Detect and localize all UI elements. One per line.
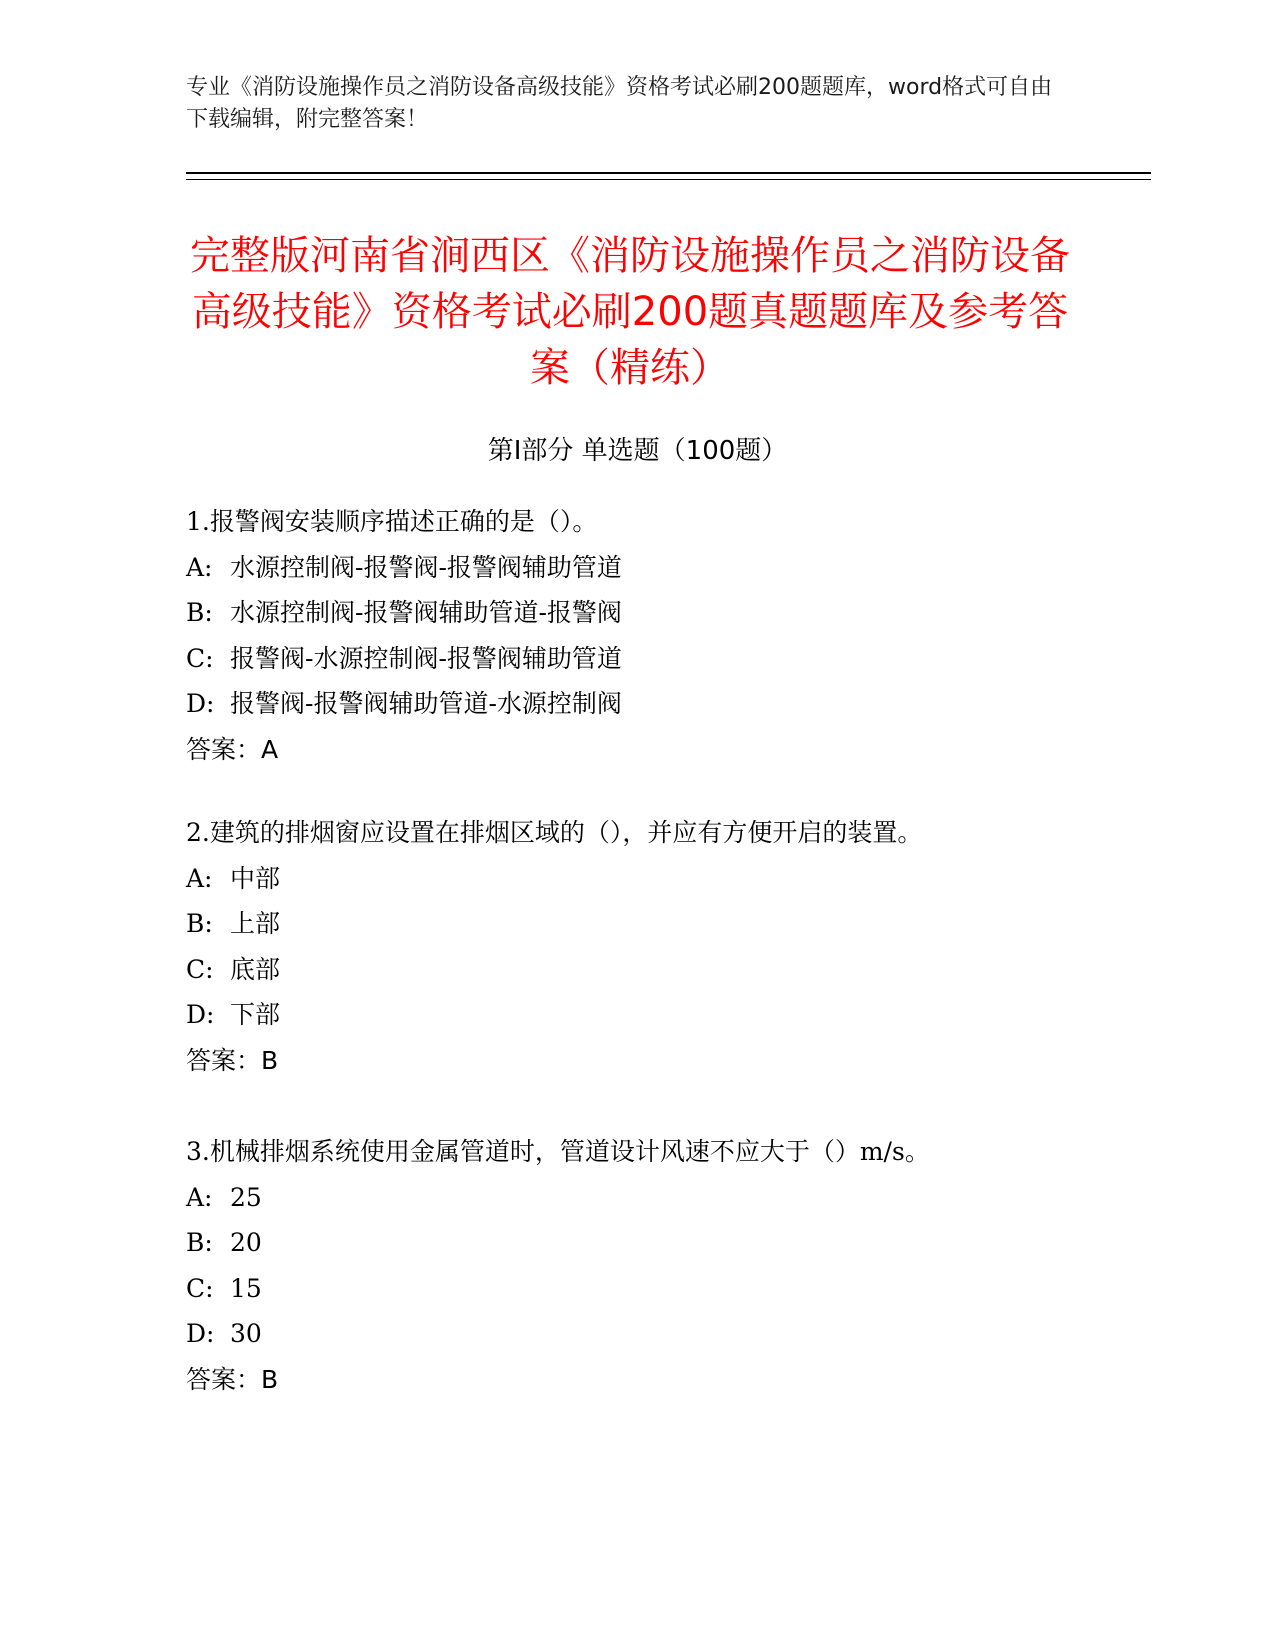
- question-2: [186, 810, 1186, 1083]
- option-text: 20: [230, 1228, 262, 1257]
- section-title: 第Ⅰ部分 单选题（100题）: [487, 436, 788, 466]
- option-text: 底部: [230, 954, 281, 984]
- answer: 答案：B: [186, 1045, 279, 1075]
- option-d: [186, 1311, 1186, 1357]
- option-text: 报警阀-水源控制阀-报警阀辅助管道: [230, 643, 622, 673]
- option-d: [186, 681, 1186, 727]
- option-letter: C:: [186, 1273, 214, 1303]
- option-letter: A:: [186, 1182, 213, 1212]
- option-text: 中部: [230, 863, 281, 893]
- answer: 答案：A: [186, 734, 279, 764]
- question-1: [186, 499, 1186, 772]
- option-letter: D:: [186, 689, 215, 718]
- header-divider-thick: [186, 172, 1151, 174]
- option-c: [186, 1266, 1186, 1312]
- option-c: [186, 947, 1186, 993]
- option-letter: A:: [186, 863, 213, 893]
- option-b: [186, 901, 1186, 947]
- header-note: 专业《消防设施操作员之消防设备高级技能》资格考试必刷200题题库，word格式可自由下载编辑，附完整答案！: [186, 75, 1053, 132]
- answer: 答案：B: [186, 1364, 279, 1394]
- option-c: [186, 636, 1186, 682]
- option-text: 上部: [230, 909, 281, 938]
- option-letter: C:: [186, 954, 214, 984]
- option-letter: B:: [186, 598, 213, 627]
- option-b: [186, 1220, 1186, 1266]
- option-letter: C:: [186, 643, 214, 673]
- option-text: 水源控制阀-报警阀辅助管道-报警阀: [230, 598, 622, 627]
- option-b: [186, 590, 1186, 636]
- option-a: [186, 1175, 1186, 1221]
- question-stem: 2.建筑的排烟窗应设置在排烟区域的（），并应有方便开启的装置。: [186, 818, 923, 847]
- option-letter: B:: [186, 1228, 213, 1257]
- option-d: [186, 992, 1186, 1038]
- question-stem: 1.报警阀安装顺序描述正确的是（）。: [186, 507, 598, 536]
- document-title: 完整版河南省涧西区《消防设施操作员之消防设备高级技能》资格考试必刷200题真题题库及参考答案（精练）: [190, 233, 1070, 391]
- option-a: [186, 545, 1186, 591]
- option-letter: D:: [186, 1319, 215, 1348]
- option-text: 25: [230, 1182, 262, 1212]
- option-letter: B:: [186, 909, 213, 938]
- question-stem: 3.机械排烟系统使用金属管道时，管道设计风速不应大于（）m/s。: [186, 1137, 930, 1166]
- option-letter: A:: [186, 552, 213, 582]
- option-text: 报警阀-报警阀辅助管道-水源控制阀: [230, 689, 622, 718]
- question-3: [186, 1129, 1186, 1402]
- option-text: 水源控制阀-报警阀-报警阀辅助管道: [230, 552, 622, 582]
- header-divider-thin: [186, 179, 1151, 180]
- option-letter: D:: [186, 1000, 215, 1029]
- option-text: 30: [230, 1319, 262, 1348]
- option-a: [186, 856, 1186, 902]
- option-text: 下部: [230, 1000, 281, 1029]
- option-text: 15: [230, 1273, 262, 1303]
